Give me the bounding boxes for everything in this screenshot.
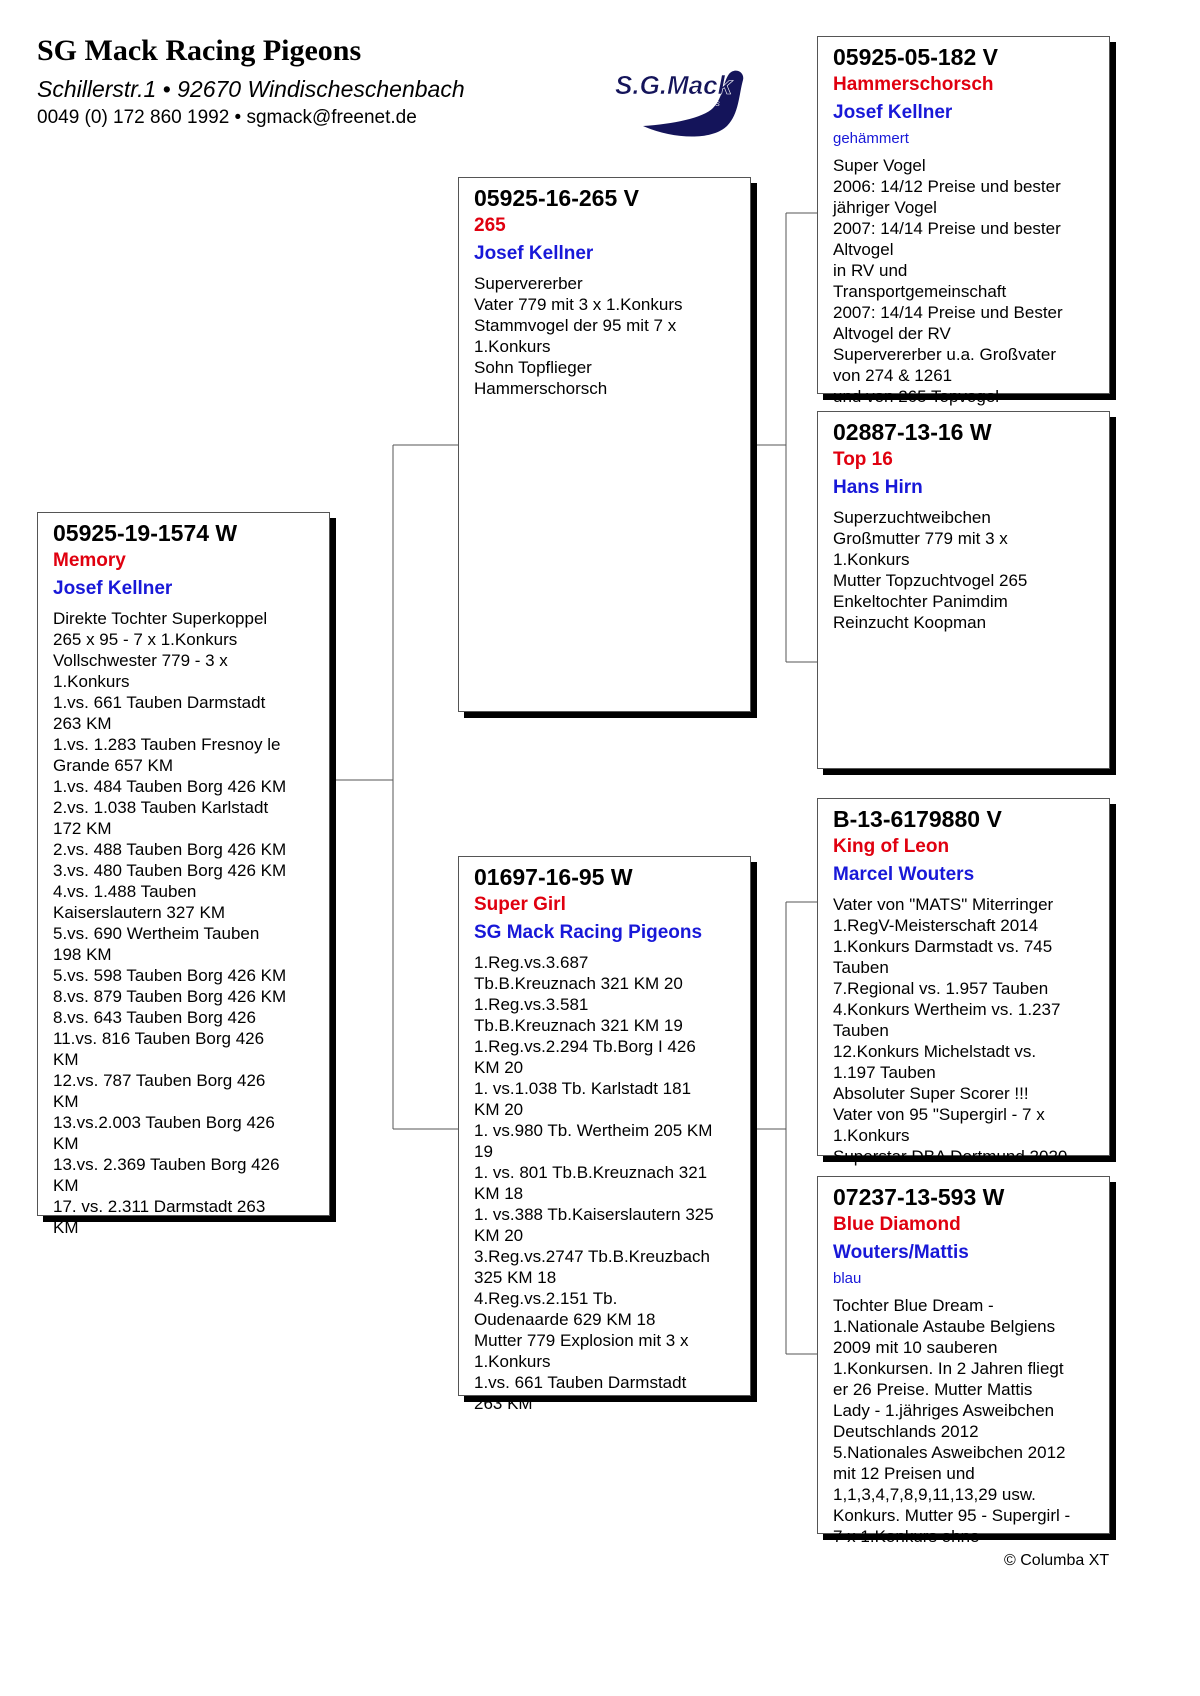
subject-notes: Direkte Tochter Superkoppel 265 x 95 - 7 x 1.Konkurs Vollschwester 779 - 3 x 1.Konkurs 1.vs. 661 Tauben Darmstadt 263 KM 1.vs. 1.283 Tauben Fresnoy le Grande 657 KM 1.vs. 484 Tauben Borg 426 KM 2.vs. 1.038 Tauben Karlstadt 172 KM 2.vs. 488 Tauben Borg 426 KM 3.vs. 480 Tauben Borg 426 KM 4.vs. 1.488 Tauben Kaiserslautern 327 KM 5.vs. 690 Wertheim Tauben 198 KM 5.vs. 598 Tauben Borg 426 KM 8.vs. 879 Tauben Borg 426 KM 8.vs. 643 Tauben Borg 426 11.vs. 816 Tauben Borg 426 KM 12.vs. 787 Tauben Borg 426 KM 13.vs.2.003 Tauben Borg 426 KM 13.vs. 2.369 Tauben Borg 426 KM 17. vs. 2.311 Darmstadt 263 KM [53, 609, 287, 1237]
sire-sire-card [817, 36, 1110, 406]
org-address: Schillerstr.1 • 92670 Windischeschenbach [37, 76, 465, 102]
sire-dam-card [817, 411, 1110, 769]
sire-sire-breeder: Josef Kellner [833, 102, 953, 123]
sire-sire-ring-number: 05925-05-182 V [833, 44, 998, 70]
logo-text: S.G.Mack [615, 70, 733, 100]
sire-dam-breeder: Hans Hirn [833, 477, 923, 498]
sire-pigeon-name: 265 [474, 215, 506, 236]
dam-breeder: SG Mack Racing Pigeons [474, 922, 703, 943]
subject-card [37, 512, 330, 1237]
dam-dam-card [817, 1176, 1110, 1546]
dam-sire-ring-number: B-13-6179880 V [833, 806, 1002, 832]
sire-sire-pigeon-name: Hammerschorsch [833, 74, 994, 95]
sire-sire-notes: Super Vogel 2006: 14/12 Preise und bester jähriger Vogel 2007: 14/14 Preise und bester Altvogel in RV und Transportgemeinschaft 2007: 14/14 Preise und Bester Altvogel der RV Supervererber u.a. Großvater von 274 & 1261 und von 265 Topvogel [833, 156, 1063, 406]
dam-sire-breeder: Marcel Wouters [833, 864, 975, 885]
logo-subtext: RACING PIGEONS [663, 101, 720, 108]
dam-dam-color: blau [833, 1270, 862, 1287]
dam-dam-notes: Tochter Blue Dream - 1.Nationale Astaube Belgiens 2009 mit 10 sauberen 1.Konkursen. In 2 Jahren fliegt er 26 Preise. Mutter Mattis Lady - 1.jähriges Asweibchen Deutschlands 2012 5.Nationales Asweibchen 2012 mit 12 Preisen und 1,1,3,4,7,8,9,11,13,29 usw. Konkurs. Mutter 95 - Supergirl - 7 x 1.Konkurs ohne [833, 1296, 1071, 1546]
dam-notes: 1.Reg.vs.3.687 Tb.B.Kreuznach 321 KM 20 1.Reg.vs.3.581 Tb.B.Kreuznach 321 KM 19 1.Reg.vs.2.294 Tb.Borg I 426 KM 20 1. vs.1.038 Tb. Karlstadt 181 KM 20 1. vs.980 Tb. Wertheim 205 KM 19 1. vs. 801 Tb.B.Kreuznach 321 KM 18 1. vs.388 Tb.Kaiserslautern 325 KM 20 3.Reg.vs.2747 Tb.B.Kreuzbach 325 KM 18 4.Reg.vs.2.151 Tb. Oudenaarde 629 KM 18 Mutter 779 Explosion mit 3 x 1.Konkurs 1.vs. 661 Tauben Darmstadt 263 KM [474, 953, 714, 1413]
sire-breeder: Josef Kellner [474, 243, 594, 264]
dam-card [458, 856, 751, 1413]
org-contact: 0049 (0) 172 860 1992 • sgmack@freenet.de [37, 107, 417, 128]
dam-dam-breeder: Wouters/Mattis [833, 1242, 969, 1263]
sire-ring-number: 05925-16-265 V [474, 185, 639, 211]
subject-pigeon-name: Memory [53, 550, 126, 571]
dam-sire-card [817, 798, 1110, 1166]
sire-sire-color: gehämmert [833, 130, 909, 147]
sire-card [458, 177, 751, 712]
dam-sire-notes: Vater von "MATS" Miterringer 1.RegV-Meisterschaft 2014 1.Konkurs Darmstadt vs. 745 Tauben 7.Regional vs. 1.957 Tauben 4.Konkurs Wertheim vs. 1.237 Tauben 12.Konkurs Michelstadt vs. 1.197 Tauben Absoluter Super Scorer !!! Vater von 95 "Supergirl - 7 x 1.Konkurs Superstar DBA Dortmund 2020 [833, 895, 1068, 1166]
copyright: © Columba XT [1004, 1552, 1110, 1569]
dam-sire-pigeon-name: King of Leon [833, 836, 950, 857]
sire-dam-pigeon-name: Top 16 [833, 449, 893, 470]
dam-dam-ring-number: 07237-13-593 W [833, 1184, 1005, 1210]
dam-ring-number: 01697-16-95 W [474, 864, 633, 890]
org-name: SG Mack Racing Pigeons [37, 34, 362, 67]
sire-dam-notes: Superzuchtweibchen Großmutter 779 mit 3 x 1.Konkurs Mutter Topzuchtvogel 265 Enkeltochter Panimdim Reinzucht Koopman [833, 508, 1028, 632]
dam-dam-pigeon-name: Blue Diamond [833, 1214, 961, 1235]
sire-notes: Supervererber Vater 779 mit 3 x 1.Konkurs Stammvogel der 95 mit 7 x 1.Konkurs Sohn Topflieger Hammerschorsch [474, 274, 683, 398]
dam-pigeon-name: Super Girl [474, 894, 566, 915]
subject-ring-number: 05925-19-1574 W [53, 520, 238, 546]
sire-dam-ring-number: 02887-13-16 W [833, 419, 992, 445]
subject-breeder: Josef Kellner [53, 578, 173, 599]
